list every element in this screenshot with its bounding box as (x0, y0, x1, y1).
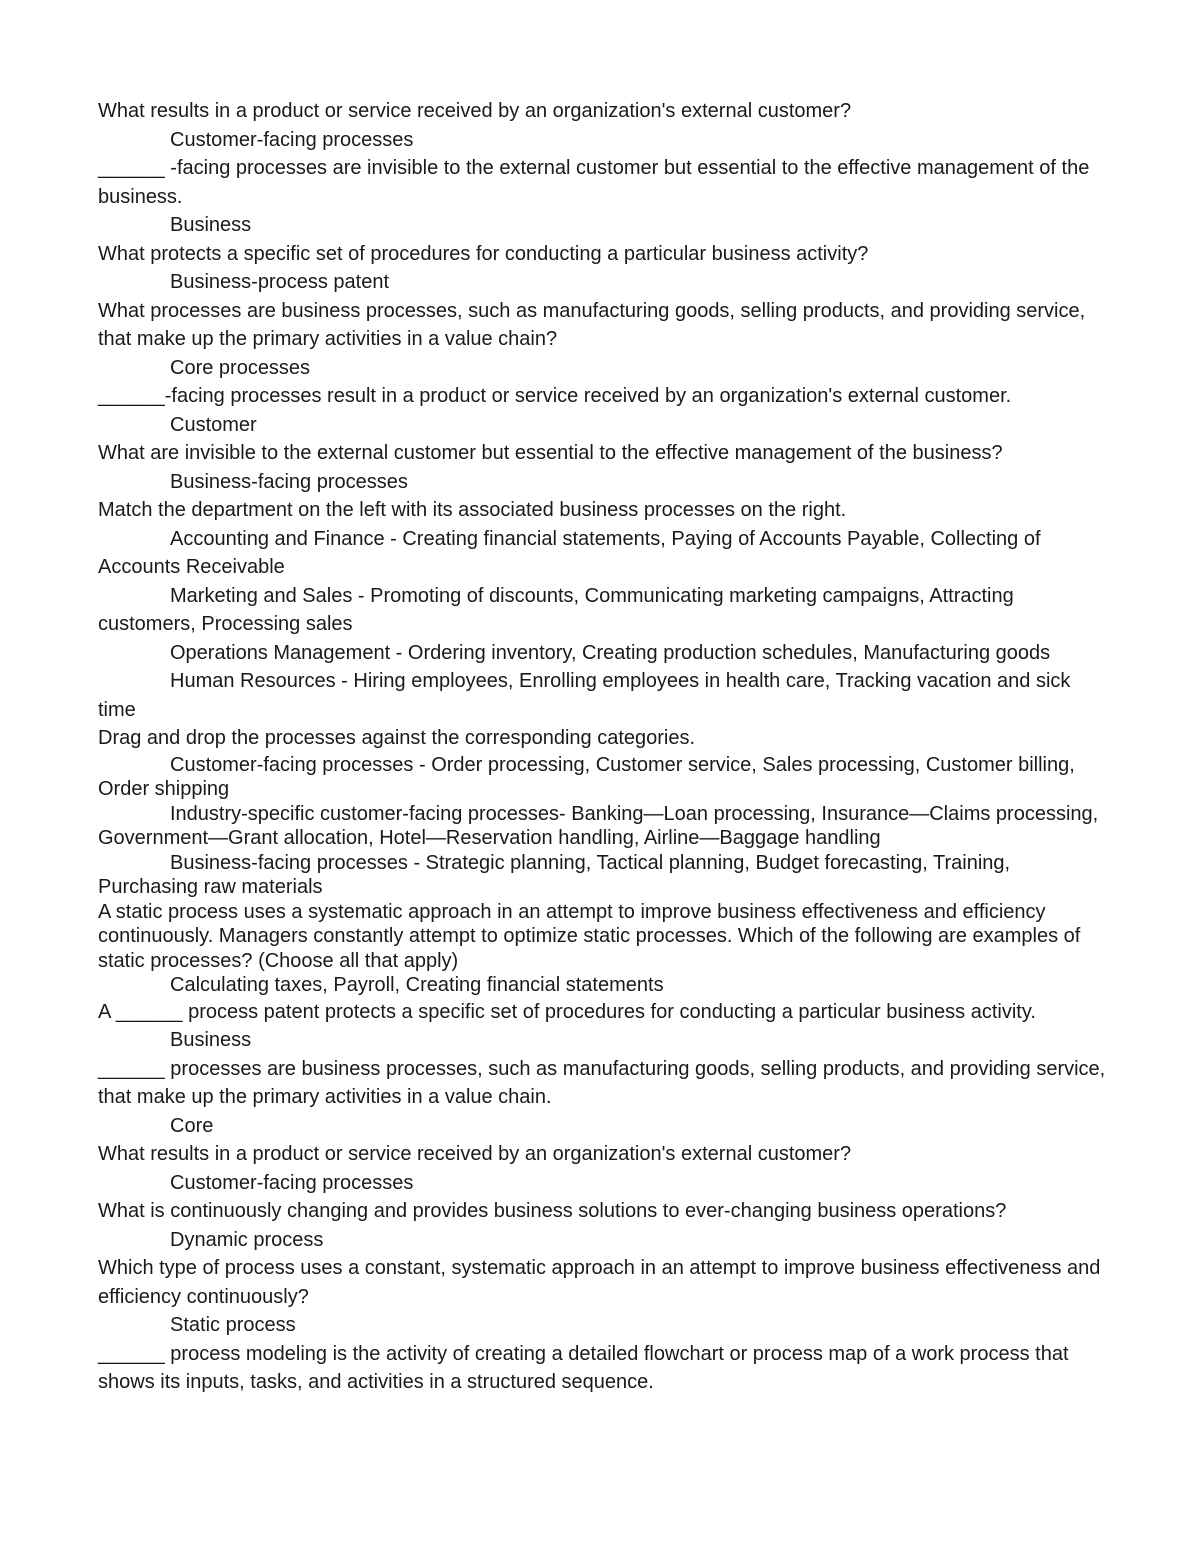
question-text: ______-facing processes result in a product or service received by an organization's external customer. (98, 385, 1012, 407)
answer-text: Customer-facing processes (170, 1171, 414, 1194)
question-text: ______ process modeling is the activity of creating a detailed flowchart or process map of a work process that shows its inputs, tasks, and activities in a structured sequence. (98, 1342, 1075, 1393)
answer-text: Operations Management - Ordering inventory, Creating production schedules, Manufacturing goods (170, 641, 1051, 664)
question-text: ______ processes are business processes, such as manufacturing goods, selling products, and providing service, that make up the primary activities in a value chain. (98, 1057, 1111, 1108)
answer-text: Business-process patent (170, 271, 390, 293)
answer-text: Business-facing processes (170, 470, 408, 493)
answer-text: Marketing and Sales - Promoting of discounts, Communicating marketing campaigns, Attracting customers, Processing sales (98, 584, 1020, 635)
question-text: What results in a product or service received by an organization's external customer? (98, 1143, 852, 1165)
answer-text: Customer-facing processes (170, 128, 414, 151)
answer-text: Customer-facing processes - Order processing, Customer service, Sales processing, Customer billing, Order shipping (98, 753, 1081, 800)
question-text: What protects a specific set of procedures for conducting a particular business activity? (98, 242, 869, 265)
question-text: A static process uses a systematic approach in an attempt to improve business effectiveness and efficiency continuously. Managers constantly attempt to optimize static processes. Which of the following are examples of static processes? (Choose all that apply) (98, 900, 1086, 972)
answer-text: Industry-specific customer-facing processes- Banking—Loan processing, Insurance—Claims processing, Government—Grant allocation, Hotel—Reservation handling, Airline—Baggage handling (98, 802, 1104, 849)
question-text: Drag and drop the processes against the corresponding categories. (98, 727, 696, 749)
question-text: Which type of process uses a constant, systematic approach in an attempt to improve business effectiveness and efficiency continuously? (98, 1257, 1106, 1308)
answer-text: Static process (170, 1314, 296, 1336)
question-text: What processes are business processes, such as manufacturing goods, selling products, and providing service, that make up the primary activities in a value chain? (98, 299, 1091, 350)
answer-text: Core (170, 1114, 214, 1137)
question-text: Match the department on the left with its associated business processes on the right. (98, 499, 847, 521)
answer-text: Human Resources - Hiring employees, Enrolling employees in health care, Tracking vacation and sick time (98, 670, 1076, 721)
question-text: What are invisible to the external customer but essential to the effective management of the business? (98, 442, 1003, 464)
answer-text: Business (170, 214, 252, 236)
answer-text: Calculating taxes, Payroll, Creating financial statements (170, 974, 664, 996)
question-text: ______ -facing processes are invisible to the external customer but essential to the effective management of the business. (98, 157, 1095, 208)
answer-text: Business-facing processes - Strategic planning, Tactical planning, Budget forecasting, Training, Purchasing raw materials (98, 851, 1016, 898)
answer-text: Core processes (170, 356, 311, 379)
question-text: What is continuously changing and provides business solutions to ever-changing business operations? (98, 1200, 1007, 1222)
answer-text: Business (170, 1029, 252, 1051)
answer-text: Dynamic process (170, 1228, 324, 1251)
question-text: What results in a product or service received by an organization's external customer? (98, 100, 852, 122)
document-page (98, 97, 1111, 1397)
question-text: A ______ process patent protects a specific set of procedures for conducting a particular business activity. (98, 1000, 1036, 1023)
answer-text: Customer (170, 413, 257, 436)
answer-text: Accounting and Finance - Creating financial statements, Paying of Accounts Payable, Collecting of Accounts Receivable (98, 527, 1045, 578)
